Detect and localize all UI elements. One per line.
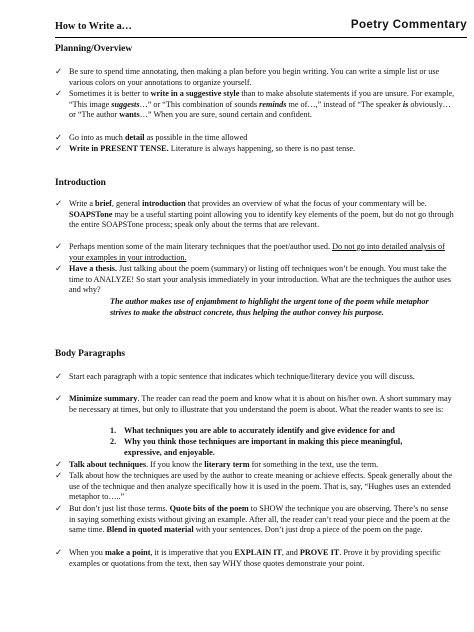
list-item: ✓ Start each paragraph with a topic sentence that indicates which technique/literary device you will discuss. [55,372,415,382]
numbered-item: 2. Why you think those techniques are important in making this piece meaningful, expressive, and enjoyable. [110,437,403,457]
checkmark-icon: ✓ [55,504,63,514]
checkmark-icon: ✓ [55,394,63,404]
list-item: ✓ Talk about techniques. If you know the literary term for something in the text, use the term. [55,460,379,470]
list-item: ✓ Write in PRESENT TENSE. Literature is always happening, so there is no past tense. [55,144,356,154]
list-item: ✓ Minimize summary. The reader can read the poem and know what it is about on his/her own. A short summary may be necessary at times, but only to illustrate that you understand the poem is about. What the reader wants to see is: [55,394,452,414]
checkmark-icon: ✓ [55,460,63,470]
list-item: ✓ Sometimes it is better to write in a suggestive style than to make absolute statements if you are unsure. For example, “This image suggests…” or “This combination of sounds reminds me of…,” instead of “The speaker is obviously…or “The author wants…” When you are sure, sound certain and confident. [55,89,455,120]
section-heading-introduction: Introduction [55,178,106,188]
checkmark-icon: ✓ [55,133,63,143]
checkmark-icon: ✓ [55,548,63,558]
checkmark-icon: ✓ [55,144,63,154]
checkmark-icon: ✓ [55,89,63,99]
list-item: ✓ Perhaps mention some of the main literary techniques that the poet/author used. Do not go into detailed analysis of your examples in your introduction. [55,242,445,262]
checkmark-icon: ✓ [55,242,63,252]
section-heading-body-paragraphs: Body Paragraphs [55,349,126,359]
thesis-example: The author makes use of enjambment to highlight the urgent tone of the poem while metaphor strives to make the abstract concrete, thus helping the author convey his purpose. [110,297,429,317]
page-header [55,19,467,38]
list-item: ✓ Be sure to spend time annotating, then making a plan before you begin writing. You can write a simple list or use various colors on your annotations to organize yourself. [55,67,440,87]
checkmark-icon: ✓ [55,67,63,77]
checkmark-icon: ✓ [55,199,63,209]
section-heading-planning: Planning/Overview [55,44,133,54]
numbered-item: 1. What techniques you are able to accurately identify and give evidence for and [110,426,395,435]
list-item: ✓ But don’t just list those terms. Quote bits of the poem to SHOW the technique you are observing. There’s no sense in saying something exists without giving an example. After all, the reader can’t read your piece and the poem at the same time. Blend in quoted material with your sentences. Don’t just drop a piece of the poem on the page. [55,504,450,535]
header-left-title: How to Write a… [55,21,132,32]
checkmark-icon: ✓ [55,372,63,382]
list-item: ✓ When you make a point, it is imperative that you EXPLAIN IT, and PROVE IT. Prove it by providing specific examples or quotations from the text, then say WHY those quotes demonstrate your point. [55,548,441,568]
checkmark-icon: ✓ [55,471,63,481]
list-item: ✓ Go into as much detail as possible in the time allowed [55,133,248,143]
header-right-title: Poetry Commentary [350,19,467,31]
list-item: ✓ Have a thesis. Just talking about the poem (summary) or listing off techniques won’t be enough. You must take the time to ANALYZE! So start your analysis immediately in your introduction. What are the techniques the author uses and why? [55,264,451,295]
list-item: ✓ Talk about how the techniques are used by the author to create meaning or achieve effects. Speak generally about the use of the technique and then analyze specifically how it is used in the poem. That is, say, “Hughes uses an extended metaphor to…..” [55,471,453,502]
list-item: ✓ Write a brief, general introduction that provides an overview of what the focus of your commentary will be. SOAPSTone may be a useful starting point allowing you to identify key elements of the poem, but do not go through the entire SOAPSTone process; speak only about the terms that are relevant. [55,199,454,230]
checkmark-icon: ✓ [55,264,63,274]
